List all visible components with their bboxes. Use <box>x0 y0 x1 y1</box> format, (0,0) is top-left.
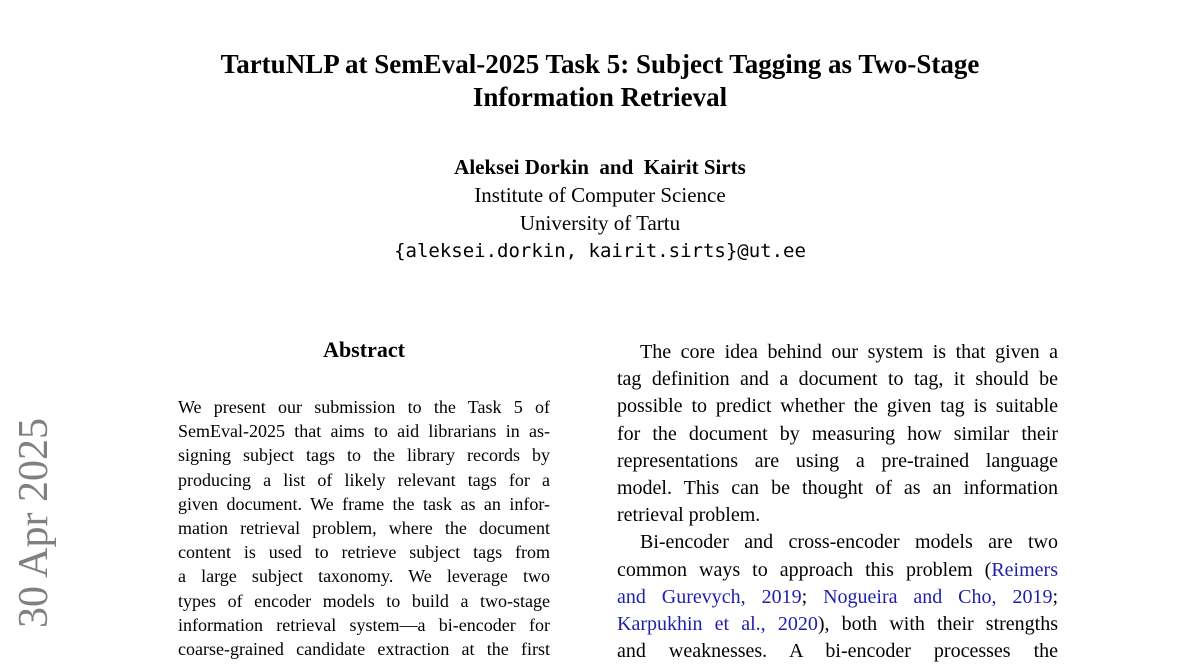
affiliation-institute: Institute of Computer Science <box>474 183 726 207</box>
abstract-heading: Abstract <box>323 337 405 362</box>
citation-link-nogueira[interactable]: Nogueira and Cho, 2019 <box>823 585 1053 608</box>
body-line: representations are using a pre-trained language <box>617 449 1058 472</box>
abstract-line: signing subject tags to the library records by <box>178 445 550 466</box>
body-column-right <box>617 339 1058 665</box>
abstract-line: We present our submission to the Task 5 of <box>178 397 550 417</box>
citation-link-karpukhin[interactable]: Karpukhin et al., 2020 <box>617 613 818 636</box>
body-line-citation <box>617 611 1058 638</box>
author-block <box>0 153 1200 265</box>
body-line-citation <box>617 557 1058 584</box>
abstract-line: producing a list of likely relevant tags for a <box>178 469 550 490</box>
body-text: common ways to approach this problem ( <box>617 558 992 581</box>
abstract-line: mation retrieval problem, where the document <box>178 518 550 539</box>
arxiv-date-stamp: 30 Apr 2025 <box>11 418 57 628</box>
paper-title <box>0 48 1200 114</box>
citation-link-reimers-cont[interactable]: and Gurevych, 2019 <box>617 585 802 608</box>
abstract-line: given document. We frame the task as an infor- <box>178 493 550 514</box>
title-line-1: TartuNLP at SemEval-2025 Task 5: Subject Tagging as Two-Stage <box>220 49 980 79</box>
body-text: ; <box>1052 585 1059 608</box>
body-line: retrieval problem. <box>617 504 761 527</box>
abstract-line: types of encoder models to build a two-stage <box>178 590 550 611</box>
body-line: model. This can be thought of as an information <box>617 477 1058 500</box>
author-email: {aleksei.dorkin, kairit.sirts}@ut.ee <box>394 240 806 262</box>
abstract-body <box>178 395 550 661</box>
abstract-line: a large subject taxonomy. We leverage two <box>178 566 550 587</box>
body-line-citation <box>617 584 1058 611</box>
title-line-2: Information Retrieval <box>472 82 728 112</box>
body-line: and weaknesses. A bi-encoder processes the <box>617 640 1058 663</box>
body-line: possible to predict whether the given tag is suitable <box>617 395 1058 418</box>
body-line: Bi-encoder and cross-encoder models are two <box>640 531 1058 554</box>
abstract-line: content is used to retrieve subject tags from <box>178 542 550 563</box>
body-line: The core idea behind our system is that given a <box>640 341 1058 363</box>
body-text: ), both with their strengths <box>817 613 1059 636</box>
body-line: for the document by measuring how similar their <box>617 422 1058 445</box>
citation-link-reimers[interactable]: Reimers <box>991 558 1058 581</box>
abstract-line: coarse-grained candidate extraction at the first <box>178 639 550 660</box>
body-line: tag definition and a document to tag, it should be <box>617 368 1058 391</box>
author-names: Aleksei Dorkin and Kairit Sirts <box>454 155 746 179</box>
abstract-line: information retrieval system—a bi-encoder for <box>178 614 550 635</box>
affiliation-university: University of Tartu <box>519 211 681 235</box>
abstract-line: SemEval-2025 that aims to aid librarians in as- <box>178 421 550 442</box>
body-text: ; <box>801 585 824 608</box>
